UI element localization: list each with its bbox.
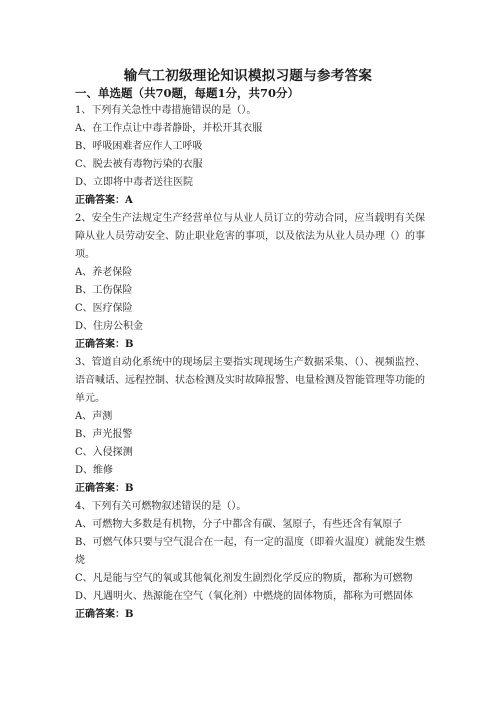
question-list [75, 84, 425, 624]
option-a: A、声测 [75, 411, 113, 422]
question-stem: 2、安全生产法规定生产经营单位与从业人员订立的劳动合同，应当载明有关保障从业人员劳动安全、防止职业危害的事项，以及依法为从业人员办理（）的事项。 [75, 213, 425, 260]
option-d: D、立即将中毒者送往医院 [75, 177, 194, 188]
question-block [75, 210, 425, 354]
option-b: B、呼吸困难者应作人工呼吸 [75, 141, 203, 152]
option-a: A、可燃物大多数是有机物，分子中都含有碳、氢原子，有些还含有氧原子 [75, 519, 403, 530]
question-block [75, 498, 425, 624]
question-stem: 4、下列有关可燃物叙述错误的是（）。 [75, 501, 247, 512]
option-c: C、脱去被有毒物污染的衣服 [75, 159, 203, 170]
option-d: D、凡遇明火、热源能在空气（氧化剂）中燃烧的固体物质，都称为可燃固体 [75, 591, 414, 602]
document-title: 输气工初级理论知识模拟习题与参考答案 [123, 68, 373, 84]
correct-answer: 正确答案：B [75, 483, 134, 494]
question-block [75, 354, 425, 498]
option-c: C、入侵探测 [75, 447, 133, 458]
option-b: B、声光报警 [75, 429, 133, 440]
option-a: A、在工作点让中毒者静卧，并松开其衣服 [75, 123, 263, 134]
option-b: B、工伤保险 [75, 285, 133, 296]
question-stem: 3、管道自动化系统中的现场层主要指实现现场生产数据采集、（）、视频监控、语音喊话、远程控制、状态检测及实时故障报警、电量检测及智能管理等功能的单元。 [75, 357, 425, 404]
section-heading: 一、单选题（共70题，每题1分，共70分） [75, 86, 300, 100]
option-c: C、医疗保险 [75, 303, 133, 314]
option-d: D、维修 [75, 465, 114, 476]
correct-answer: 正确答案：A [75, 195, 133, 206]
correct-answer: 正确答案：B [75, 609, 134, 620]
option-a: A、养老保险 [75, 267, 133, 278]
option-b: B、可燃气体只要与空气混合在一起，有一定的温度（即着火温度）就能发生燃烧 [75, 537, 425, 566]
option-d: D、住房公积金 [75, 321, 144, 332]
question-stem: 1、下列有关急性中毒措施错误的是（）。 [75, 105, 257, 116]
correct-answer: 正确答案：B [75, 339, 134, 350]
option-c: C、凡是能与空气的氧或其他氧化剂发生剧烈化学反应的物质，都称为可燃物 [75, 573, 413, 584]
question-block [75, 102, 425, 210]
